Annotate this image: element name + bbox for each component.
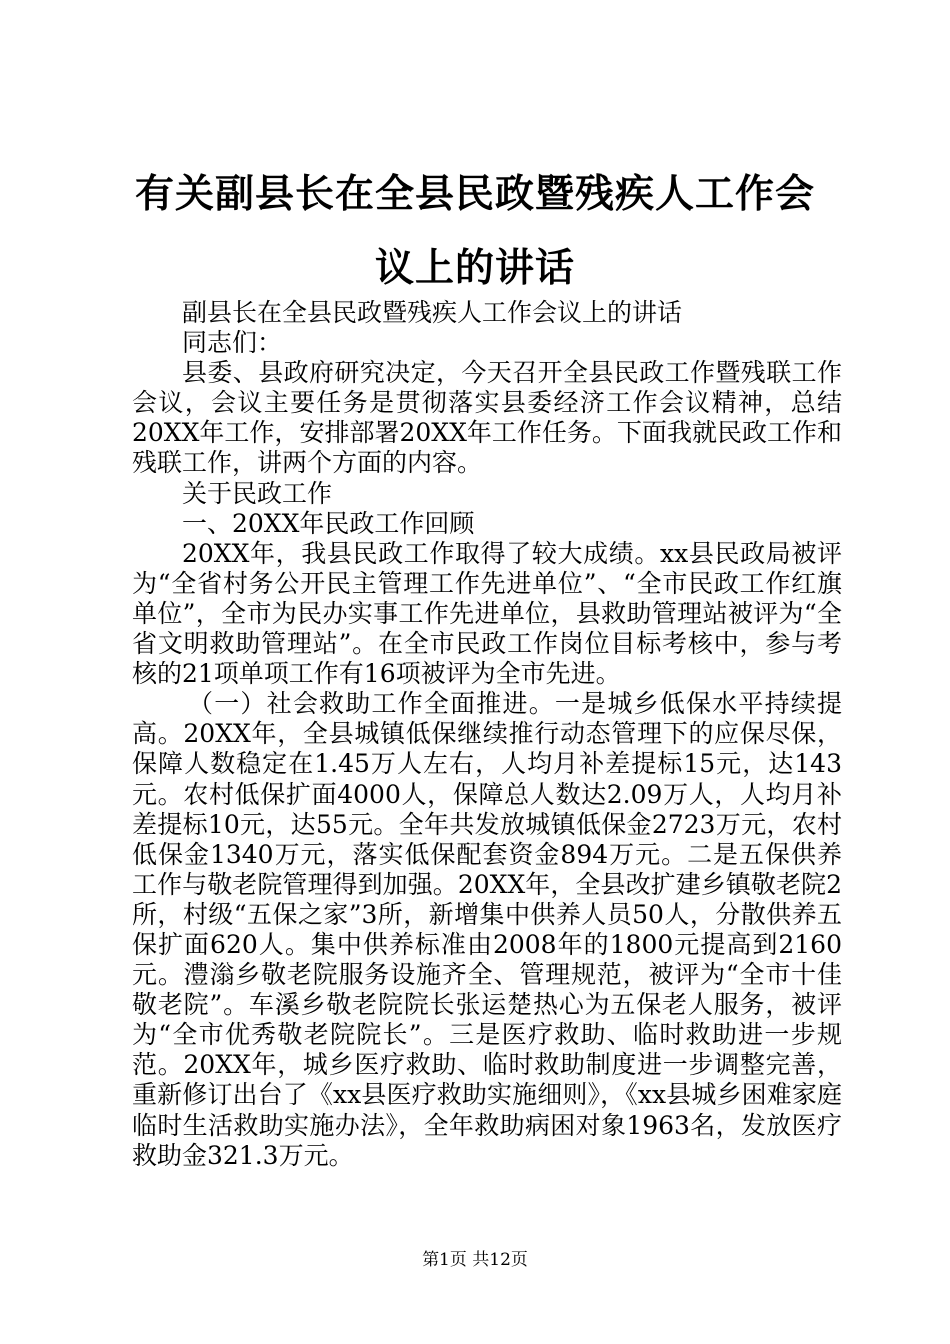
intro-paragraph: 县委、县政府研究决定，今天召开全县民政工作暨残联工作会议，会议主要任务是贯彻落实县委经济工作会议精神，总结20XX年工作，安排部署20XX年工作任务。下面我就民政工作和残联工作，讲两个方面的内容。 bbox=[132, 358, 842, 478]
subsection-heading: 一、20XX年民政工作回顾 bbox=[182, 508, 475, 538]
review-paragraph: 20XX年，我县民政工作取得了较大成绩。xx县民政局被评为“全省村务公开民主管理工作先进单位”、“全市民政工作红旗单位”，全市为民办实事工作先进单位，县救助管理站被评为“全省文明救助管理站”。在全市民政工作岗位目标考核中，参与考核的21项单项工作有16项被评为全市先进。 bbox=[132, 538, 842, 689]
salutation-paragraph: 同志们： bbox=[182, 328, 283, 358]
subtitle-paragraph: 副县长在全县民政暨残疾人工作会议上的讲话 bbox=[182, 298, 683, 327]
section-heading: 关于民政工作 bbox=[182, 478, 333, 508]
document-body bbox=[132, 298, 842, 1171]
page-number: 第1页 共12页 bbox=[422, 1250, 528, 1270]
document-title: 有关副县长在全县民政暨残疾人工作会议上的讲话 bbox=[134, 172, 815, 291]
social-assistance-paragraph: （一）社会救助工作全面推进。一是城乡低保水平持续提高。20XX年，全县城镇低保继续推行动态管理下的应保尽保，保障人数稳定在1.45万人左右，人均月补差提标15元，达143元。农村低保扩面4000人，保障总人数达2.09万人，人均月补差提标10元，达55元。全年共发放城镇低保金2723万元，农村低保金1340万元，落实低保配套资金894万元。二是五保供养工作与敬老院管理得到加强。20XX年，全县改扩建乡镇敬老院2所，村级“五保之家”3所，新增集中供养人员50人，分散供养五保扩面620人。集中供养标准由2008年的1800元提高到2160元。澧滃乡敬老院服务设施齐全、管理规范，被评为“全市十佳敬老院”。车溪乡敬老院院长张运楚热心为五保老人服务，被评为“全市优秀敬老院院长”。三是医疗救助、临时救助进一步规范。20XX年，城乡医疗救助、临时救助制度进一步调整完善，重新修订出台了《xx县医疗救助实施细则》，《xx县城乡困难家庭临时生活救助实施办法》，全年救助病困对象1963名，发放医疗救助金321.3万元。 bbox=[132, 689, 842, 1170]
